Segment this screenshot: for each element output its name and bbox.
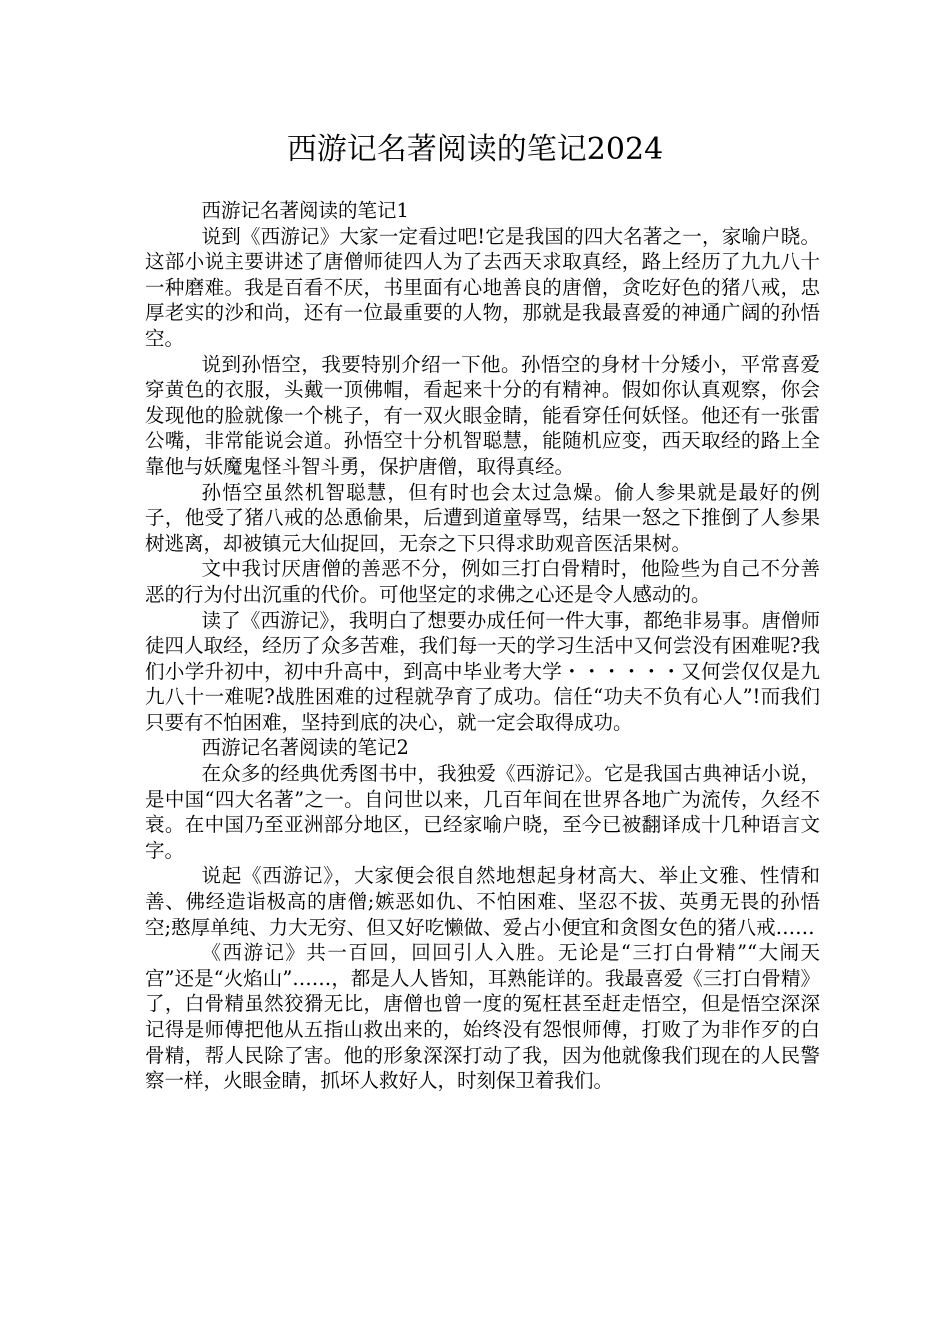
body-paragraph: 说到孙悟空，我要特别介绍一下他。孙悟空的身材十分矮小，平常喜爱穿黄色的衣服，头戴一顶佛帽，看起来十分的有精神。假如你认真观察，你会发现他的脸就像一个桃子，有一双火眼金睛，能看穿任何妖怪。他还有一张雷公嘴，非常能说会道。孙悟空十分机智聪慧，能随机应变，西天取经的路上全靠他与妖魔鬼怪斗智斗勇，保护唐僧，取得真经。 [145,352,820,478]
body-paragraph: 说起《西游记》，大家便会很自然地想起身材高大、举止文雅、性情和善、佛经造诣极高的唐僧;嫉恶如仇、不怕困难、坚忍不拔、英勇无畏的孙悟空;憨厚单纯、力大无穷、但又好吃懒做、爱占小便宜和贪图女色的猪八戒…… [145,864,820,939]
body-paragraph: 说到《西游记》大家一定看过吧!它是我国的四大名著之一，家喻户晓。这部小说主要讲述了唐僧师徒四人为了去西天求取真经，路上经历了九九八十一种磨难。我是百看不厌，书里面有心地善良的唐僧，贪吃好色的猪八戒，忠厚老实的沙和尚，还有一位最重要的人物，那就是我最喜爱的神通广阔的孙悟空。 [145,224,820,350]
section-heading-1: 西游记名著阅读的笔记1 [201,199,409,222]
document-body [145,198,820,1094]
body-paragraph: 文中我讨厌唐僧的善恶不分，例如三打白骨精时，他险些为自己不分善恶的行为付出沉重的代价。可他坚定的求佛之心还是令人感动的。 [145,557,820,606]
body-paragraph: 孙悟空虽然机智聪慧，但有时也会太过急燥。偷人参果就是最好的例子，他受了猪八戒的怂恿偷果，后遭到道童辱骂，结果一怒之下推倒了人参果树逃离，却被镇元大仙捉回，无奈之下只得求助观音医活果树。 [145,480,820,555]
document-title: 西游记名著阅读的笔记2024 [286,132,664,167]
body-paragraph: 读了《西游记》，我明白了想要办成任何一件大事，都绝非易事。唐僧师徒四人取经，经历了众多苦难，我们每一天的学习生活中又何尝没有困难呢?我们小学升初中，初中升高中，到高中毕业考大学・・・・・・又何尝仅仅是九九八十一难呢?战胜困难的过程就孕育了成功。信任“功夫不负有心人”!而我们只要有不怕困难，坚持到底的决心，就一定会取得成功。 [145,608,820,734]
body-paragraph: 在众多的经典优秀图书中，我独爱《西游记》。它是我国古典神话小说，是中国“四大名著”之一。自问世以来，几百年间在世界各地广为流传，久经不衰。在中国乃至亚洲部分地区，已经家喻户晓，至今已被翻译成十几种语言文字。 [145,762,820,862]
body-paragraph: 《西游记》共一百回，回回引人入胜。无论是“三打白骨精”“大闹天宫”还是“火焰山”……，都是人人皆知，耳熟能详的。我最喜爱《三打白骨精》了，白骨精虽然狡猾无比，唐僧也曾一度的冤枉甚至赶走悟空，但是悟空深深记得是师傅把他从五指山救出来的，始终没有怨恨师傅，打败了为非作歹的白骨精，帮人民除了害。他的形象深深打动了我，因为他就像我们现在的人民警察一样，火眼金睛，抓坏人救好人，时刻保卫着我们。 [145,941,820,1093]
section-heading-2: 西游记名著阅读的笔记2 [201,736,409,760]
